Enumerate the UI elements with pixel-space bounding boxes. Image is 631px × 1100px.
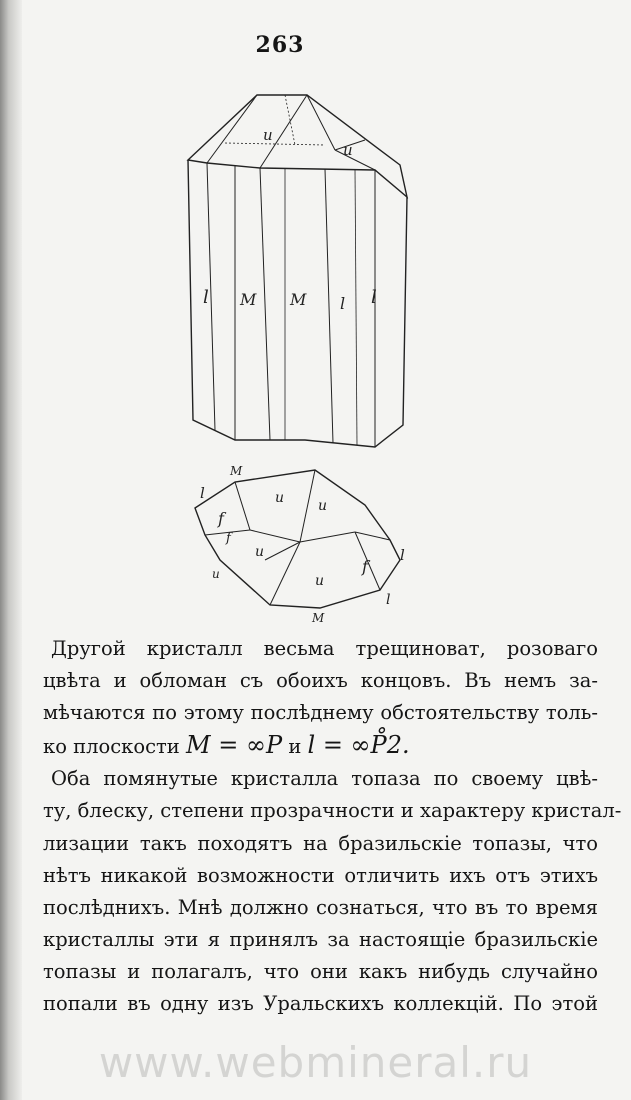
formula-prism-l: l = ∞P̊2. xyxy=(307,731,410,760)
face-label: u xyxy=(343,141,353,159)
face-label: u xyxy=(255,544,265,560)
face-label: l xyxy=(200,484,205,502)
crystal-prism-figure xyxy=(185,85,415,460)
text-line: кристаллы эти я принялъ за настоящiе бразильскiе xyxy=(43,927,598,951)
body-text xyxy=(43,633,622,1020)
face-label: M xyxy=(240,290,257,309)
face-label: M xyxy=(290,290,307,309)
formula-prefix: ко плоскости xyxy=(43,735,180,759)
paragraph xyxy=(43,763,622,1020)
crystal-prism-outline xyxy=(188,95,407,447)
face-label: u xyxy=(263,126,273,144)
face-label: f xyxy=(226,531,231,546)
formula-line xyxy=(43,729,598,763)
face-label: l xyxy=(371,287,377,308)
crystal-termination-figure xyxy=(190,460,420,630)
text-line: Оба помянутые кристалла топаза по своему цвѣ- xyxy=(51,767,598,791)
text-line: послѣднихъ. Мнѣ должно сознаться, что въ то время xyxy=(43,895,598,919)
text-line: попали въ одну изъ Уральскихъ коллекцiй. По этой xyxy=(43,992,598,1016)
face-label: f xyxy=(362,557,368,576)
face-label: M xyxy=(312,611,325,625)
text-line: Другой кристалл весьма трещиноват, розоваго xyxy=(51,637,598,660)
face-label: u xyxy=(318,498,328,514)
face-label: f xyxy=(218,509,224,528)
face-label: l xyxy=(340,294,346,313)
text-line: топазы и полагалъ, что они какъ нибудь случайно xyxy=(43,959,598,983)
face-label: u xyxy=(212,567,220,581)
face-label: l xyxy=(386,592,391,608)
text-line: лизации такъ походятъ на бразильскiе топазы, что xyxy=(43,831,598,855)
page-gutter-shadow xyxy=(0,0,22,1100)
text-line: нѣтъ никакой возможности отличить ихъ отъ этихъ xyxy=(43,863,598,887)
text-line: ту, блеску, степени прозрачности и характеру кристал- xyxy=(43,799,622,823)
paragraph xyxy=(43,633,598,763)
text-line: мѣчаются по этому послѣднему обстоятельству толь- xyxy=(43,701,598,725)
formula-conjunction: и xyxy=(288,735,302,759)
text-line: цвѣта и обломан съ обоихъ концовъ. Въ немъ за- xyxy=(43,669,598,693)
face-label: u xyxy=(315,573,325,589)
face-label: M xyxy=(230,464,243,478)
face-label: l xyxy=(203,287,209,308)
page-number: 263 xyxy=(255,32,305,58)
face-label: u xyxy=(275,490,285,506)
face-label: l xyxy=(400,546,405,564)
watermark: www.webmineral.ru xyxy=(98,1038,533,1087)
formula-prism-m: M = ∞P xyxy=(186,731,283,760)
